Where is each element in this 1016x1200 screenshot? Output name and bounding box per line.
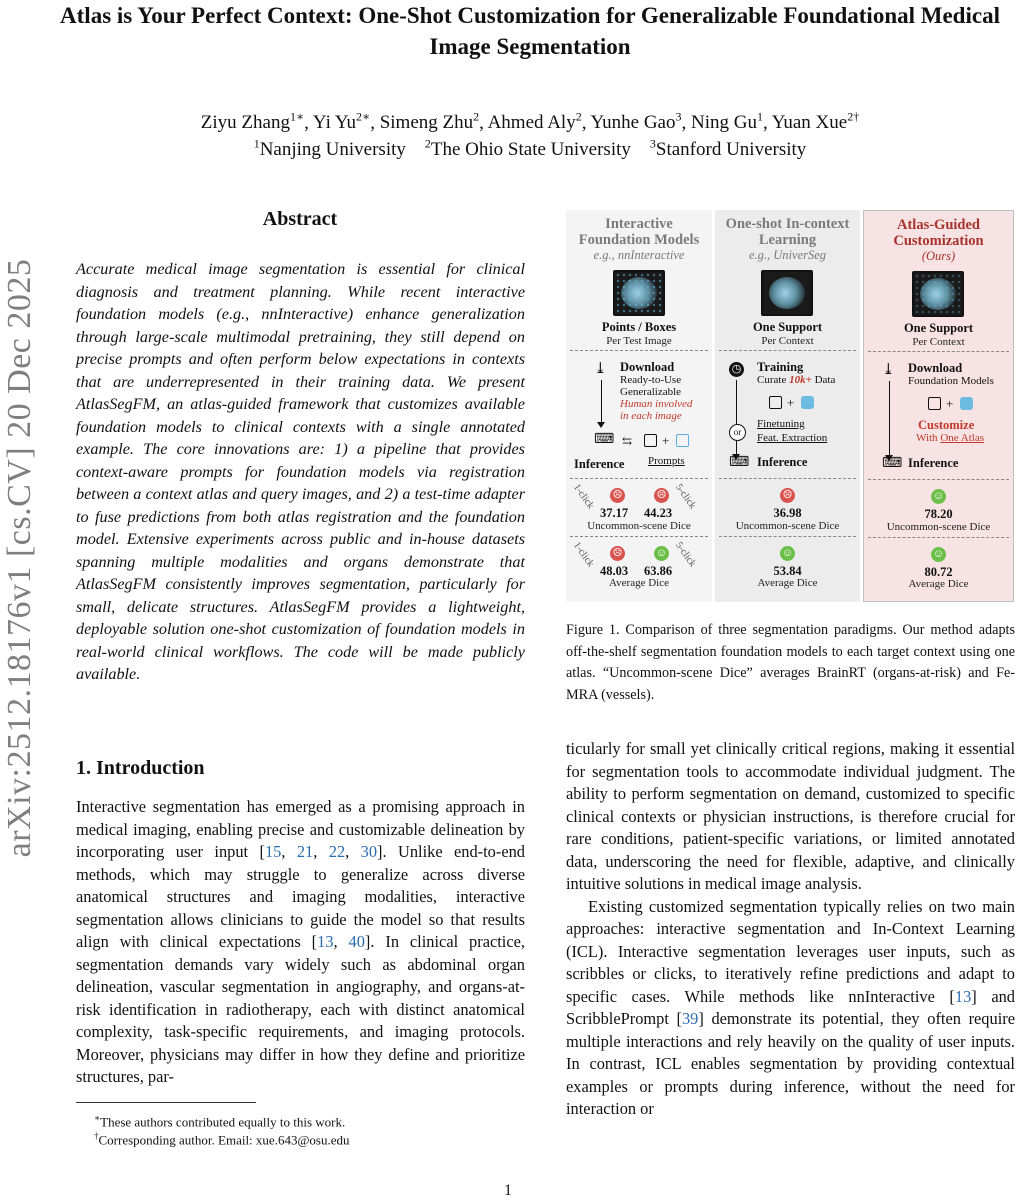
author: Ahmed Aly$^2$ — [487, 110, 582, 134]
paragraph: Existing customized segmentation typically relies on two main approaches: interactive segmentation and In-Context Learning (ICL). Interactive segmentation leverages user inputs, such as scribbles or clicks, to iteratively refine predictions and adapt to specific cases. While methods like nnInteractive [13] and ScribblePrompt [39] demonstrate its potential, they often require multiple interactions and rely heavily on the quality of user inputs. In contrast, ICL enables segmentation by providing contextual examples or prompts during inference, without the need for interaction or — [566, 896, 1015, 1118]
citation-link[interactable]: 15 — [264, 842, 282, 861]
step-label: Inference — [908, 456, 959, 470]
happy-face-icon: ☺ — [655, 547, 668, 559]
metric-label: Average Dice — [757, 577, 818, 589]
metric-label: Uncommon-scene Dice — [587, 520, 691, 532]
click-label: 5-click — [672, 540, 698, 570]
author: Ning Gu$^1$ — [690, 110, 763, 134]
divider — [868, 479, 1009, 480]
affiliation: $^2$The Ohio State University — [424, 137, 631, 161]
figure-column-icl — [715, 210, 860, 602]
metric-label: Average Dice — [908, 578, 969, 590]
intro-right-column — [566, 738, 1015, 1121]
figure-caption: Figure 1. Comparison of three segmentation paradigms. Our method adapts off-the-shelf segmentation foundation models to each target context using one atlas. “Uncommon-scene Dice” averages BrainRT (organs-at-risk) and Fe-MRA (vessels). — [566, 622, 1015, 703]
step-detail: Ready-to-Use — [620, 374, 682, 386]
dice-score: 63.86 — [644, 564, 673, 578]
abstract-text: Accurate medical image segmentation is essential for clinical diagnosis and treatment planning. While recent interactive foundation models (e.g., nnInteractive) enhance generalization through large-scale multimodal pretraining, they still depend on precise prompts and often perform below expectations in contexts that are underrepresented in their training data. We present AtlasSegFM, an atlas-guided framework that customizes available foundation models to clinical contexts with a single annotated example. The core innovations are: 1) a pipeline that provides context-aware prompts for foundation models via registration between a context atlas and query images, and 2) a test-time adapter to fuse predictions from both atlas registration and the foundation model. Extensive experiments across public and in-house datasets spanning multiple modalities and organs demonstrate that AtlasSegFM consistently improves segmentation, particularly for small, delicate structures. AtlasSegFM provides a lightweight, deployable solution one-shot customization of foundation models in real-world clinical workflows. The code will be made publicly available. — [76, 260, 525, 683]
divider — [868, 537, 1009, 538]
happy-face-icon: ☺ — [932, 548, 945, 560]
author: Yunhe Gao$^3$ — [590, 110, 682, 134]
happy-face-icon: ☺ — [932, 490, 945, 502]
author-list: Ziyu Zhang$^{1∗}$, Yi $Yu^{2∗}$, Simeng Zhu$^2$, Ahmed Aly$^2$, Yunhe Gao$^3$, Ning Gu$^1$, Yuan Xue$^{2\dagger}$ — [200, 110, 860, 134]
atlas-note: With One Atlas — [916, 432, 985, 444]
dice-score: 48.03 — [600, 564, 629, 578]
intro-left-column — [76, 796, 525, 1089]
figure-column-interactive — [566, 210, 712, 602]
column-subtitle: e.g., nnInteractive — [593, 248, 685, 262]
divider — [570, 536, 708, 537]
author: Ziyu Zhang$^{1∗}$ — [200, 110, 305, 134]
arxiv-stamp: arXiv:2512.18176v1 [cs.CV] 20 Dec 2025 — [1, 258, 38, 858]
ct-scan-thumbnail — [761, 270, 813, 316]
step-label: Download — [620, 360, 675, 374]
input-sublabel: Per Context — [912, 336, 965, 348]
paragraph: ticularly for small yet clinically critical regions, making it essential for segmentation tools to accommodate individual judgment. The ability to perform segmentation on demand, customized to specific clinical contexts or physician instructions, is therefore crucial for rare conditions, patient-specific variations, or limited annotated data, underscoring the need for flexible, adaptive, and clinically intuitive solutions in medical image analysis. — [566, 739, 1015, 893]
step-detail: Generalizable — [620, 386, 682, 398]
divider — [570, 350, 708, 351]
click-label: 1-click — [570, 540, 596, 570]
figure-1 — [566, 210, 1014, 602]
or-badge: or — [729, 424, 746, 441]
step-label: Training — [757, 360, 804, 374]
step-detail: Curate 10k+ Data — [757, 374, 836, 386]
footnote-rule — [76, 1102, 256, 1103]
sad-face-icon: ☹ — [654, 488, 669, 503]
citation-link[interactable]: 21 — [296, 842, 314, 861]
plus-icon: + — [662, 433, 670, 448]
points-icon — [676, 434, 689, 447]
option-label: Feat. Extraction — [757, 432, 828, 444]
divider — [719, 536, 856, 537]
click-label: 5-click — [672, 482, 698, 512]
prompts-link: Prompts — [648, 455, 685, 467]
step-note: in each image — [620, 410, 682, 422]
column-subtitle: e.g., UniverSeg — [748, 248, 827, 262]
metric-label: Uncommon-scene Dice — [886, 521, 991, 533]
code-icon: ⌨ — [594, 432, 615, 447]
abstract-heading: Abstract — [262, 208, 338, 230]
step-label: Inference — [574, 457, 625, 471]
column-subtitle: (Ours) — [921, 249, 956, 263]
dice-score: 53.84 — [773, 564, 802, 578]
step-label: Inference — [757, 455, 808, 469]
input-label: One Support — [903, 321, 974, 335]
author: Simeng Zhu$^2$ — [379, 110, 480, 134]
input-sublabel: Per Test Image — [606, 335, 672, 347]
step-note: Human involved — [620, 398, 693, 410]
author: Yuan Xue$^{2\dagger}$ — [771, 110, 860, 134]
column-title: Interactive Foundation Models — [578, 216, 700, 248]
input-sublabel: Per Context — [761, 335, 814, 347]
footnote: ∗These authors contributed equally to this work. — [94, 1113, 346, 1130]
citation-link[interactable]: 30 — [360, 842, 378, 861]
page-number: 1 — [504, 1182, 512, 1199]
step-label: Download — [908, 361, 963, 375]
customize-label: Customize — [918, 418, 975, 432]
plus-icon: + — [946, 396, 954, 411]
ct-scan-thumbnail — [613, 270, 665, 316]
code-icon: ⌨ — [729, 455, 750, 470]
author: Yi $Yu^{2∗}$ — [312, 110, 371, 134]
divider — [719, 350, 856, 351]
dice-score: 37.17 — [600, 506, 629, 520]
swap-icon: ⇆ — [622, 434, 633, 448]
dice-score: 80.72 — [924, 565, 953, 579]
ct-scan-thumbnail — [912, 271, 964, 317]
dice-score: 78.20 — [924, 507, 953, 521]
citation-link[interactable]: 39 — [681, 1009, 699, 1028]
step-detail: Foundation Models — [908, 375, 994, 387]
divider — [868, 351, 1009, 352]
image-icon — [769, 396, 782, 409]
plus-icon: + — [787, 395, 795, 410]
sad-face-icon: ☹ — [610, 546, 625, 561]
sad-face-icon: ☹ — [610, 488, 625, 503]
code-icon: ⌨ — [882, 456, 903, 471]
figure-column-ours — [863, 210, 1014, 602]
happy-face-icon: ☺ — [781, 547, 794, 559]
metric-label: Uncommon-scene Dice — [735, 520, 840, 532]
citation-link[interactable]: 13 — [317, 932, 334, 951]
option-label: Finetuning — [757, 418, 805, 430]
citation-link[interactable]: 13 — [954, 986, 972, 1006]
divider — [570, 478, 708, 479]
citation-link[interactable]: 40 — [348, 932, 365, 951]
mask-icon — [960, 397, 973, 410]
affiliation: $^1$Nanjing University — [253, 137, 406, 161]
download-icon: ⤓ — [594, 361, 607, 377]
column-title: Atlas-Guided Customization — [893, 217, 984, 249]
image-icon — [644, 434, 657, 447]
input-label: One Support — [752, 320, 823, 334]
column-title: One-shot In-context Learning — [725, 216, 850, 248]
image-icon — [928, 397, 941, 410]
arxiv-stamp-container — [0, 178, 40, 898]
affiliations — [60, 131, 1000, 163]
mask-icon — [801, 396, 814, 409]
sad-face-icon: ☹ — [780, 488, 795, 503]
metric-label: Average Dice — [609, 577, 669, 589]
download-icon: ⤓ — [882, 362, 895, 378]
footnote: †Corresponding author. Email: xue.643@osu.edu — [94, 1131, 350, 1148]
dice-score: 44.23 — [644, 506, 673, 520]
paper-title: Atlas is Your Perfect Context: One-Shot Customization for Generalizable Foundational Medical Image Segmentation — [60, 3, 1000, 59]
section-heading: 1. Introduction — [76, 757, 205, 779]
input-label: Points / Boxes — [601, 320, 677, 334]
citation-link[interactable]: 22 — [328, 842, 346, 861]
click-label: 1-click — [570, 482, 596, 512]
affiliation: $^3$Stanford University — [649, 137, 807, 161]
dice-score: 36.98 — [773, 506, 802, 520]
divider — [719, 478, 856, 479]
paragraph: Interactive segmentation has emerged as a promising approach in medical imaging, enabling precise and customizable delineation by incorporating user input [15, 21, 22, 30]. Unlike end-to-end methods, which may struggle to generalize across diverse anatomical structures and imaging modalities, interactive segmentation allows clinicians to guide the model so that results align with clinical expectations [13, 40]. In clinical practice, segmentation demands vary widely such as abdominal organ delineation, vascular segmentation in angiography, and organs-at-risk identification in radiotherapy, each with distinct anatomical complexity, task-specific requirements, and imaging protocols. Moreover, physicians may differ in how they define and prioritize structures, par- — [76, 797, 525, 1086]
clock-icon: ◷ — [729, 362, 744, 377]
